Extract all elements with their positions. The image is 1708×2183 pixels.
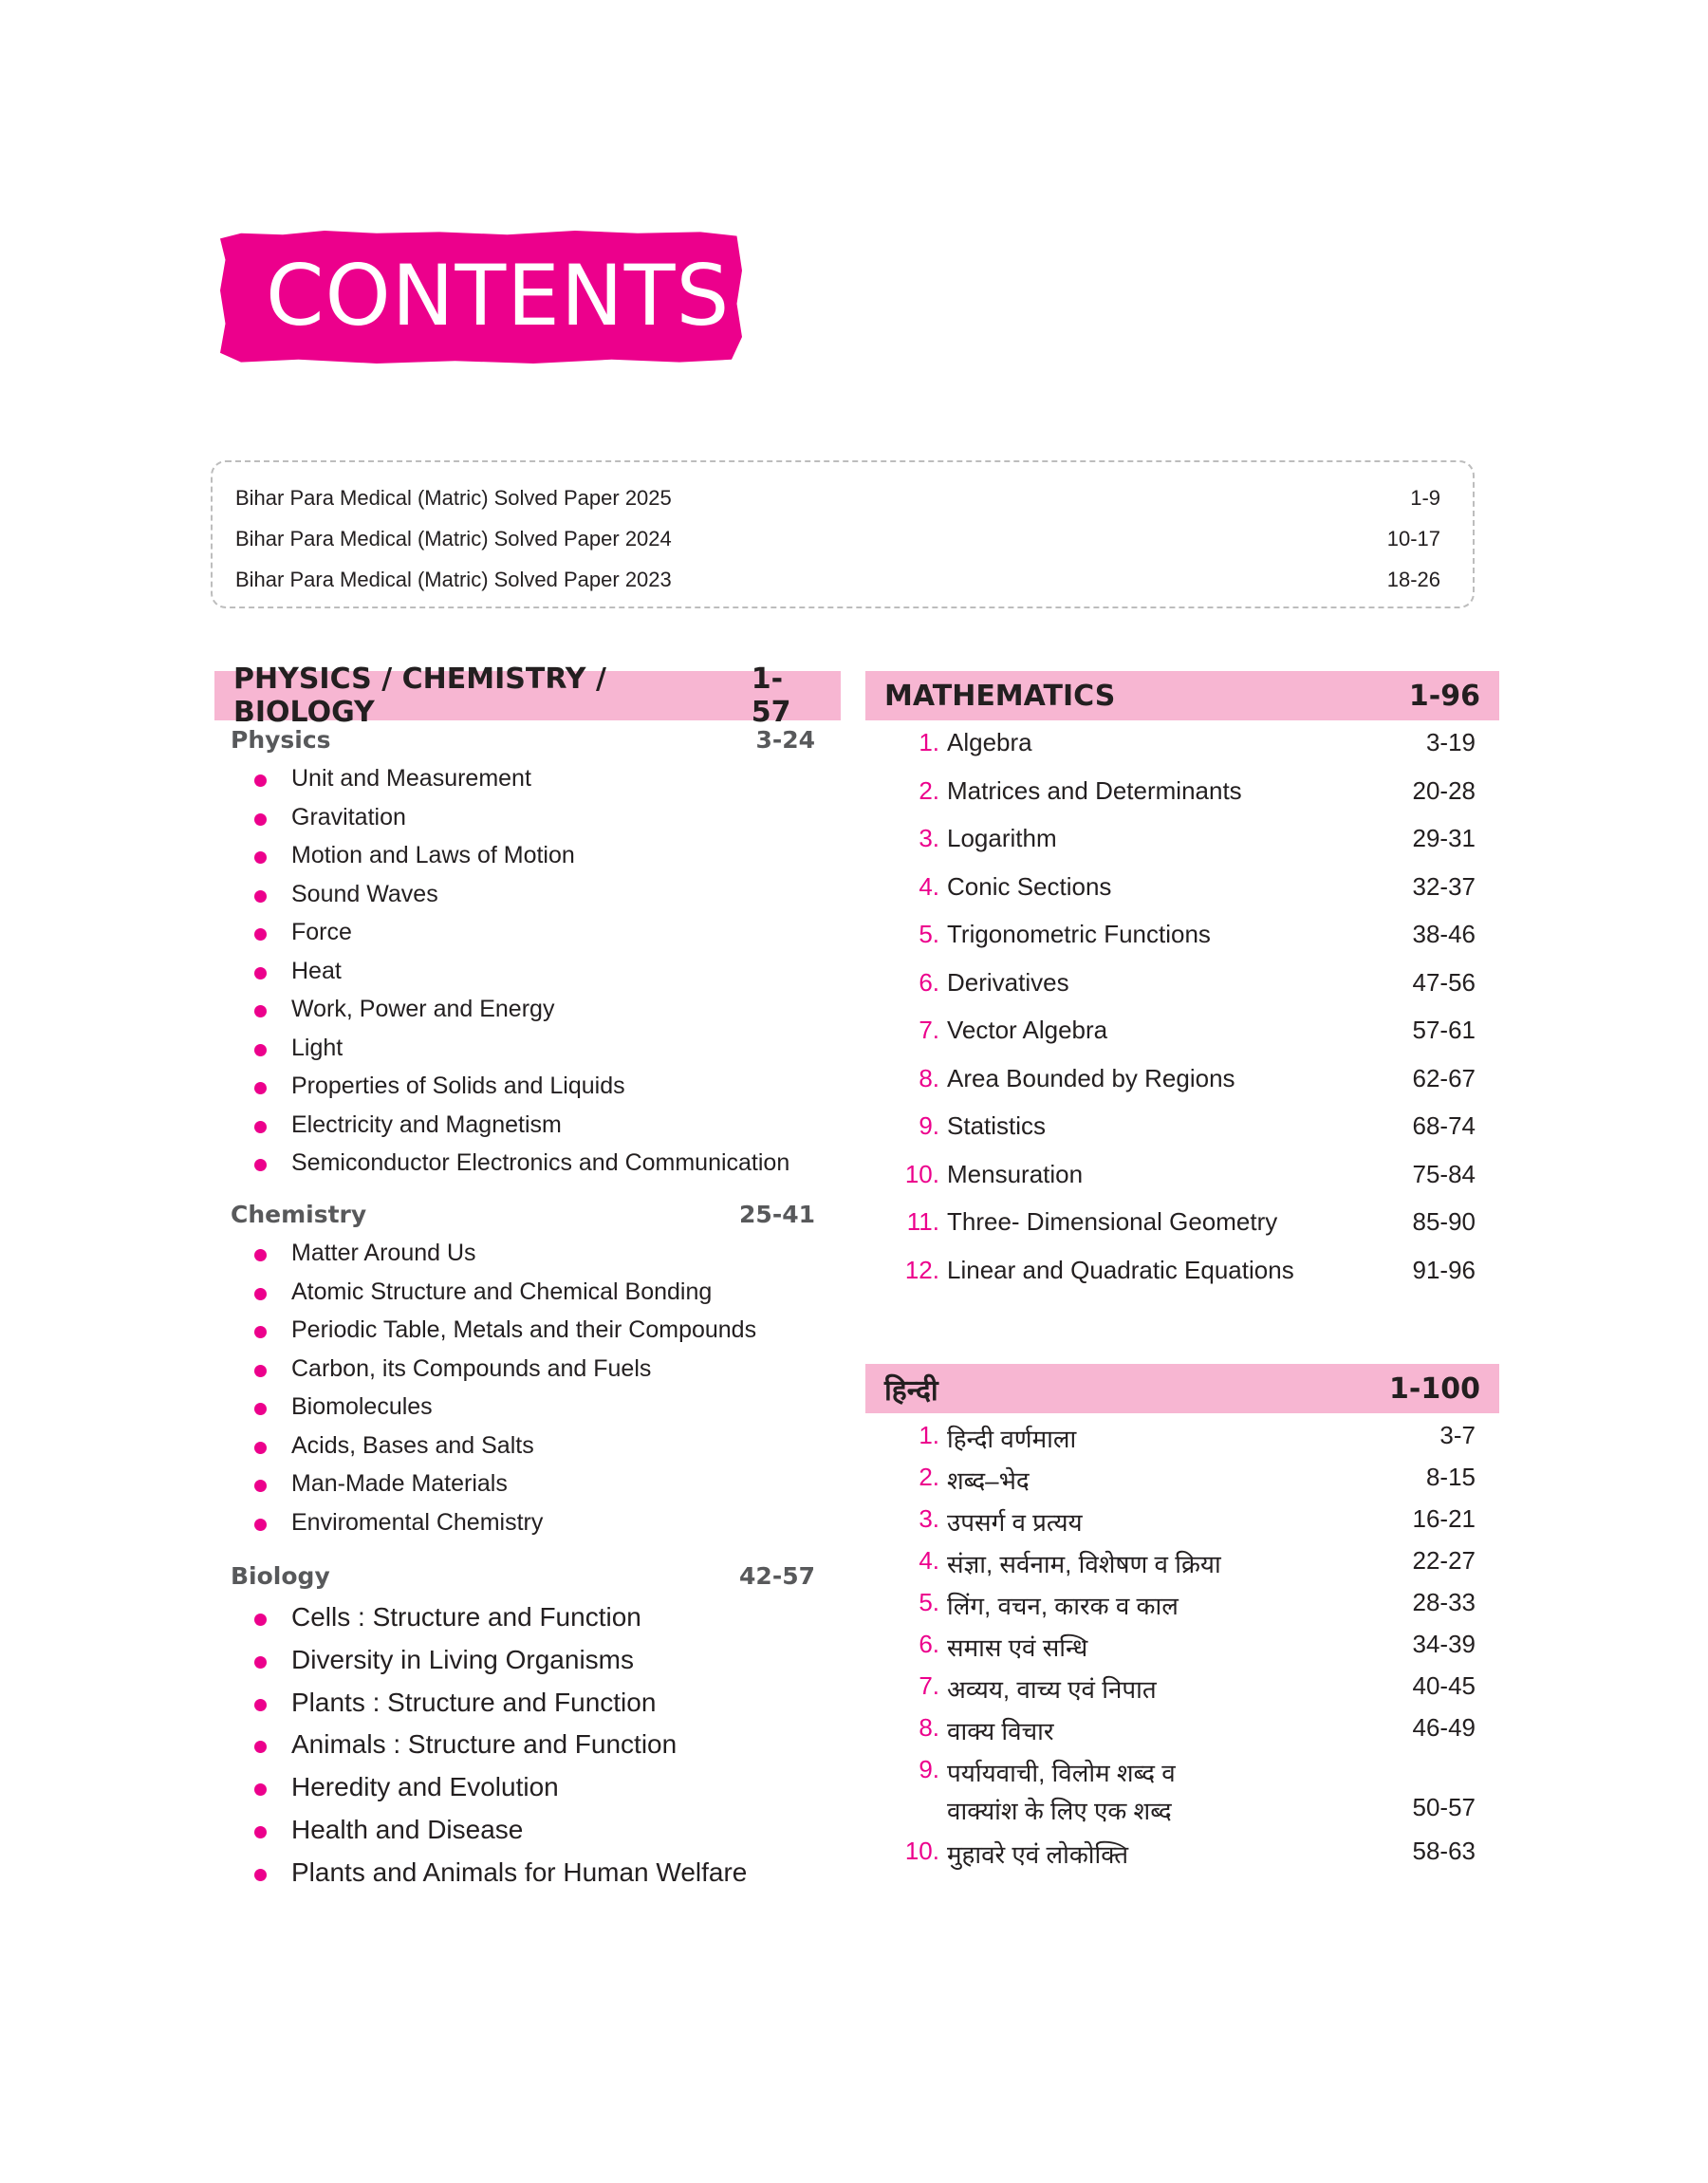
topic-label: Matter Around Us — [291, 1240, 476, 1266]
chapter-number: 5. — [919, 1588, 939, 1616]
chapter-pages: 3-7 — [1439, 1421, 1476, 1449]
bullet-icon — [254, 774, 267, 787]
chapter-title: Matrices and Determinants — [947, 776, 1242, 805]
chapter-number: 6. — [919, 968, 939, 997]
section-title: हिन्दी — [884, 1373, 938, 1408]
chapter-row[interactable] — [882, 1837, 1476, 1875]
chapter-pages: 68-74 — [1412, 1111, 1476, 1140]
subsection-pages: 25-41 — [739, 1201, 815, 1228]
chapter-title: अव्यय, वाच्य एवं निपात — [947, 1675, 1157, 1704]
chapter-pages: 40-45 — [1412, 1671, 1476, 1700]
topic-label: Plants : Structure and Function — [291, 1688, 657, 1717]
chapter-title: Three- Dimensional Geometry — [947, 1207, 1278, 1236]
chapter-number: 11. — [906, 1207, 939, 1236]
chapter-pages: 91-96 — [1412, 1256, 1476, 1284]
solved-paper-title: Bihar Para Medical (Matric) Solved Paper 2025 — [235, 486, 672, 510]
topic-label: Health and Disease — [291, 1815, 524, 1844]
chapter-title: Logarithm — [947, 824, 1057, 852]
subsection-title: Chemistry — [231, 1201, 367, 1228]
section-pages: 1-57 — [751, 662, 791, 729]
page-title: CONTENTS — [266, 247, 731, 345]
chapter-pages: 32-37 — [1412, 872, 1476, 901]
solved-paper-pages: 10-17 — [1386, 527, 1440, 550]
chapter-row[interactable] — [882, 1256, 1476, 1294]
chapter-title-line2: वाक्यांश के लिए एक शब्द — [947, 1797, 1172, 1825]
bullet-icon — [254, 1326, 267, 1338]
chapter-pages: 16-21 — [1412, 1504, 1476, 1533]
section-pages: 1-100 — [1389, 1371, 1480, 1406]
subsection-heading — [231, 1562, 815, 1590]
subsection-title: Physics — [231, 726, 331, 754]
chapter-title: Vector Algebra — [947, 1016, 1108, 1044]
bullet-icon — [254, 1005, 267, 1017]
chapter-title: समास एवं सन्धि — [947, 1633, 1088, 1662]
chapter-number: 9. — [919, 1755, 939, 1783]
chapter-pages: 46-49 — [1412, 1713, 1476, 1742]
section-heading-mathematics — [865, 671, 1499, 720]
chapter-pages: 20-28 — [1412, 776, 1476, 805]
chapter-pages: 34-39 — [1412, 1630, 1476, 1658]
chapter-row[interactable] — [882, 776, 1476, 814]
chapter-row[interactable] — [882, 824, 1476, 862]
chapter-number: 7. — [919, 1016, 939, 1044]
chapter-number: 3. — [919, 824, 939, 852]
bullet-icon — [254, 1826, 267, 1838]
solved-paper-pages: 1-9 — [1410, 486, 1440, 510]
bullet-icon — [254, 1519, 267, 1531]
solved-paper-title: Bihar Para Medical (Matric) Solved Paper 2023 — [235, 568, 672, 591]
bullet-icon — [254, 1783, 267, 1796]
bullet-icon — [254, 1365, 267, 1377]
solved-paper-title: Bihar Para Medical (Matric) Solved Paper 2024 — [235, 527, 672, 550]
chapter-pages: 3-19 — [1425, 728, 1476, 756]
bullet-icon — [254, 1082, 267, 1094]
chapter-row[interactable] — [882, 1588, 1476, 1626]
topic-label: Unit and Measurement — [291, 765, 531, 792]
chapter-number: 7. — [919, 1671, 939, 1700]
bullet-icon — [254, 851, 267, 864]
chapter-number: 10. — [904, 1160, 939, 1188]
bullet-icon — [254, 1442, 267, 1454]
section-title: PHYSICS / CHEMISTRY / BIOLOGY — [233, 662, 606, 729]
chapter-row[interactable] — [882, 1755, 1476, 1831]
chapter-title: मुहावरे एवं लोकोक्ति — [947, 1840, 1129, 1869]
chapter-number: 1. — [919, 1421, 939, 1449]
subsection-title: Biology — [231, 1562, 330, 1590]
chapter-title: Trigonometric Functions — [947, 920, 1211, 948]
solved-paper-pages: 18-26 — [1386, 568, 1440, 591]
bullet-icon — [254, 813, 267, 826]
topic-label: Cells : Structure and Function — [291, 1602, 641, 1632]
chapter-pages: 22-27 — [1412, 1546, 1476, 1575]
topic-label: Animals : Structure and Function — [291, 1729, 678, 1759]
topic-label: Semiconductor Electronics and Communication — [291, 1149, 790, 1176]
bullet-icon — [254, 1121, 267, 1133]
topic-label: Heat — [291, 958, 342, 984]
chapter-pages: 47-56 — [1412, 968, 1476, 997]
chapter-title: संज्ञा, सर्वनाम, विशेषण व क्रिया — [947, 1550, 1221, 1578]
bullet-icon — [254, 1480, 267, 1492]
chapter-pages: 28-33 — [1412, 1588, 1476, 1616]
topic-label: Diversity in Living Organisms — [291, 1645, 634, 1674]
bullet-icon — [254, 967, 267, 980]
chapter-title: Derivatives — [947, 968, 1069, 997]
topic-label: Force — [291, 919, 352, 945]
bullet-icon — [254, 1249, 267, 1261]
chapter-pages: 75-84 — [1412, 1160, 1476, 1188]
chapter-title: Area Bounded by Regions — [947, 1064, 1235, 1092]
chapter-number: 8. — [919, 1064, 939, 1092]
bullet-icon — [254, 1614, 267, 1626]
bullet-icon — [254, 1159, 267, 1171]
topic-label: Biomolecules — [291, 1393, 433, 1420]
chapter-row[interactable] — [882, 1630, 1476, 1668]
chapter-number: 8. — [919, 1713, 939, 1742]
subsection-heading — [231, 1201, 815, 1228]
chapter-title: Algebra — [947, 728, 1032, 756]
chapter-row[interactable] — [882, 1207, 1476, 1245]
chapter-number: 4. — [919, 872, 939, 901]
chapter-pages: 58-63 — [1412, 1837, 1476, 1865]
topic-label: Light — [291, 1035, 343, 1061]
topic-label: Work, Power and Energy — [291, 996, 555, 1022]
chapter-pages: 50-57 — [1412, 1793, 1476, 1821]
solved-paper-row[interactable] — [235, 527, 1440, 551]
chapter-title: हिन्दी वर्णमाला — [947, 1425, 1077, 1453]
chapter-number: 10. — [904, 1837, 939, 1865]
chapter-row[interactable] — [882, 872, 1476, 910]
bullet-icon — [254, 1656, 267, 1669]
chapter-pages: 29-31 — [1412, 824, 1476, 852]
chapter-number: 9. — [919, 1111, 939, 1140]
section-pages: 1-96 — [1408, 679, 1480, 713]
topic-label: Electricity and Magnetism — [291, 1111, 562, 1138]
bullet-icon — [254, 1869, 267, 1881]
chapter-title: Linear and Quadratic Equations — [947, 1256, 1294, 1284]
chapter-number: 6. — [919, 1630, 939, 1658]
bullet-icon — [254, 1288, 267, 1300]
chapter-title: Statistics — [947, 1111, 1047, 1140]
subsection-heading — [231, 726, 815, 754]
chapter-pages: 8-15 — [1425, 1463, 1476, 1491]
topic-label: Man-Made Materials — [291, 1470, 508, 1497]
bullet-icon — [254, 1741, 267, 1753]
bullet-icon — [254, 1699, 267, 1711]
chapter-title: उपसर्ग व प्रत्यय — [947, 1508, 1083, 1537]
subsection-pages: 42-57 — [739, 1562, 815, 1590]
section-heading-pcb — [214, 662, 841, 729]
topic-label: Periodic Table, Metals and their Compounds — [291, 1316, 757, 1343]
subsection-pages: 3-24 — [755, 726, 815, 754]
chapter-number: 2. — [919, 776, 939, 805]
chapter-row[interactable] — [882, 1671, 1476, 1709]
chapter-row[interactable] — [882, 1463, 1476, 1501]
chapter-row[interactable] — [882, 1111, 1476, 1149]
chapter-number: 12. — [904, 1256, 939, 1284]
chapter-number: 3. — [919, 1504, 939, 1533]
chapter-title: Conic Sections — [947, 872, 1112, 901]
chapter-row[interactable] — [882, 920, 1476, 958]
chapter-title: वाक्य विचार — [947, 1717, 1054, 1745]
section-heading-hindi — [865, 1364, 1499, 1413]
topic-label: Heredity and Evolution — [291, 1772, 559, 1801]
topic-label: Gravitation — [291, 804, 406, 830]
topic-label: Plants and Animals for Human Welfare — [291, 1857, 748, 1887]
chapter-row[interactable] — [882, 728, 1476, 766]
topic-label: Acids, Bases and Salts — [291, 1432, 534, 1459]
chapter-pages: 62-67 — [1412, 1064, 1476, 1092]
bullet-icon — [254, 1044, 267, 1056]
solved-paper-row[interactable] — [235, 486, 1440, 511]
chapter-row[interactable] — [882, 1546, 1476, 1584]
chapter-title: शब्द–भेद — [947, 1466, 1030, 1495]
topic-label: Properties of Solids and Liquids — [291, 1073, 625, 1099]
chapter-pages: 85-90 — [1412, 1207, 1476, 1236]
chapter-number: 1. — [919, 728, 939, 756]
topic-label: Enviromental Chemistry — [291, 1509, 544, 1536]
bullet-icon — [254, 928, 267, 941]
chapter-title: लिंग, वचन, कारक व काल — [947, 1592, 1179, 1620]
chapter-row[interactable] — [882, 1016, 1476, 1054]
chapter-number: 4. — [919, 1546, 939, 1575]
topic-label: Motion and Laws of Motion — [291, 842, 575, 868]
chapter-row[interactable] — [882, 1064, 1476, 1102]
chapter-row[interactable] — [882, 1160, 1476, 1198]
chapter-row[interactable] — [882, 1713, 1476, 1751]
solved-paper-row[interactable] — [235, 568, 1440, 592]
chapter-number: 5. — [919, 920, 939, 948]
chapter-title: Mensuration — [947, 1160, 1084, 1188]
chapter-pages: 38-46 — [1412, 920, 1476, 948]
chapter-title: पर्यायवाची, विलोम शब्द व — [947, 1759, 1176, 1787]
chapter-number: 2. — [919, 1463, 939, 1491]
topic-label: Atomic Structure and Chemical Bonding — [291, 1278, 713, 1305]
bullet-icon — [254, 1403, 267, 1415]
topic-label: Carbon, its Compounds and Fuels — [291, 1355, 652, 1382]
chapter-row[interactable] — [882, 1504, 1476, 1542]
chapter-row[interactable] — [882, 1421, 1476, 1459]
chapter-pages: 57-61 — [1412, 1016, 1476, 1044]
chapter-row[interactable] — [882, 968, 1476, 1006]
section-title: MATHEMATICS — [884, 679, 1116, 713]
bullet-icon — [254, 890, 267, 903]
topic-label: Sound Waves — [291, 881, 438, 907]
